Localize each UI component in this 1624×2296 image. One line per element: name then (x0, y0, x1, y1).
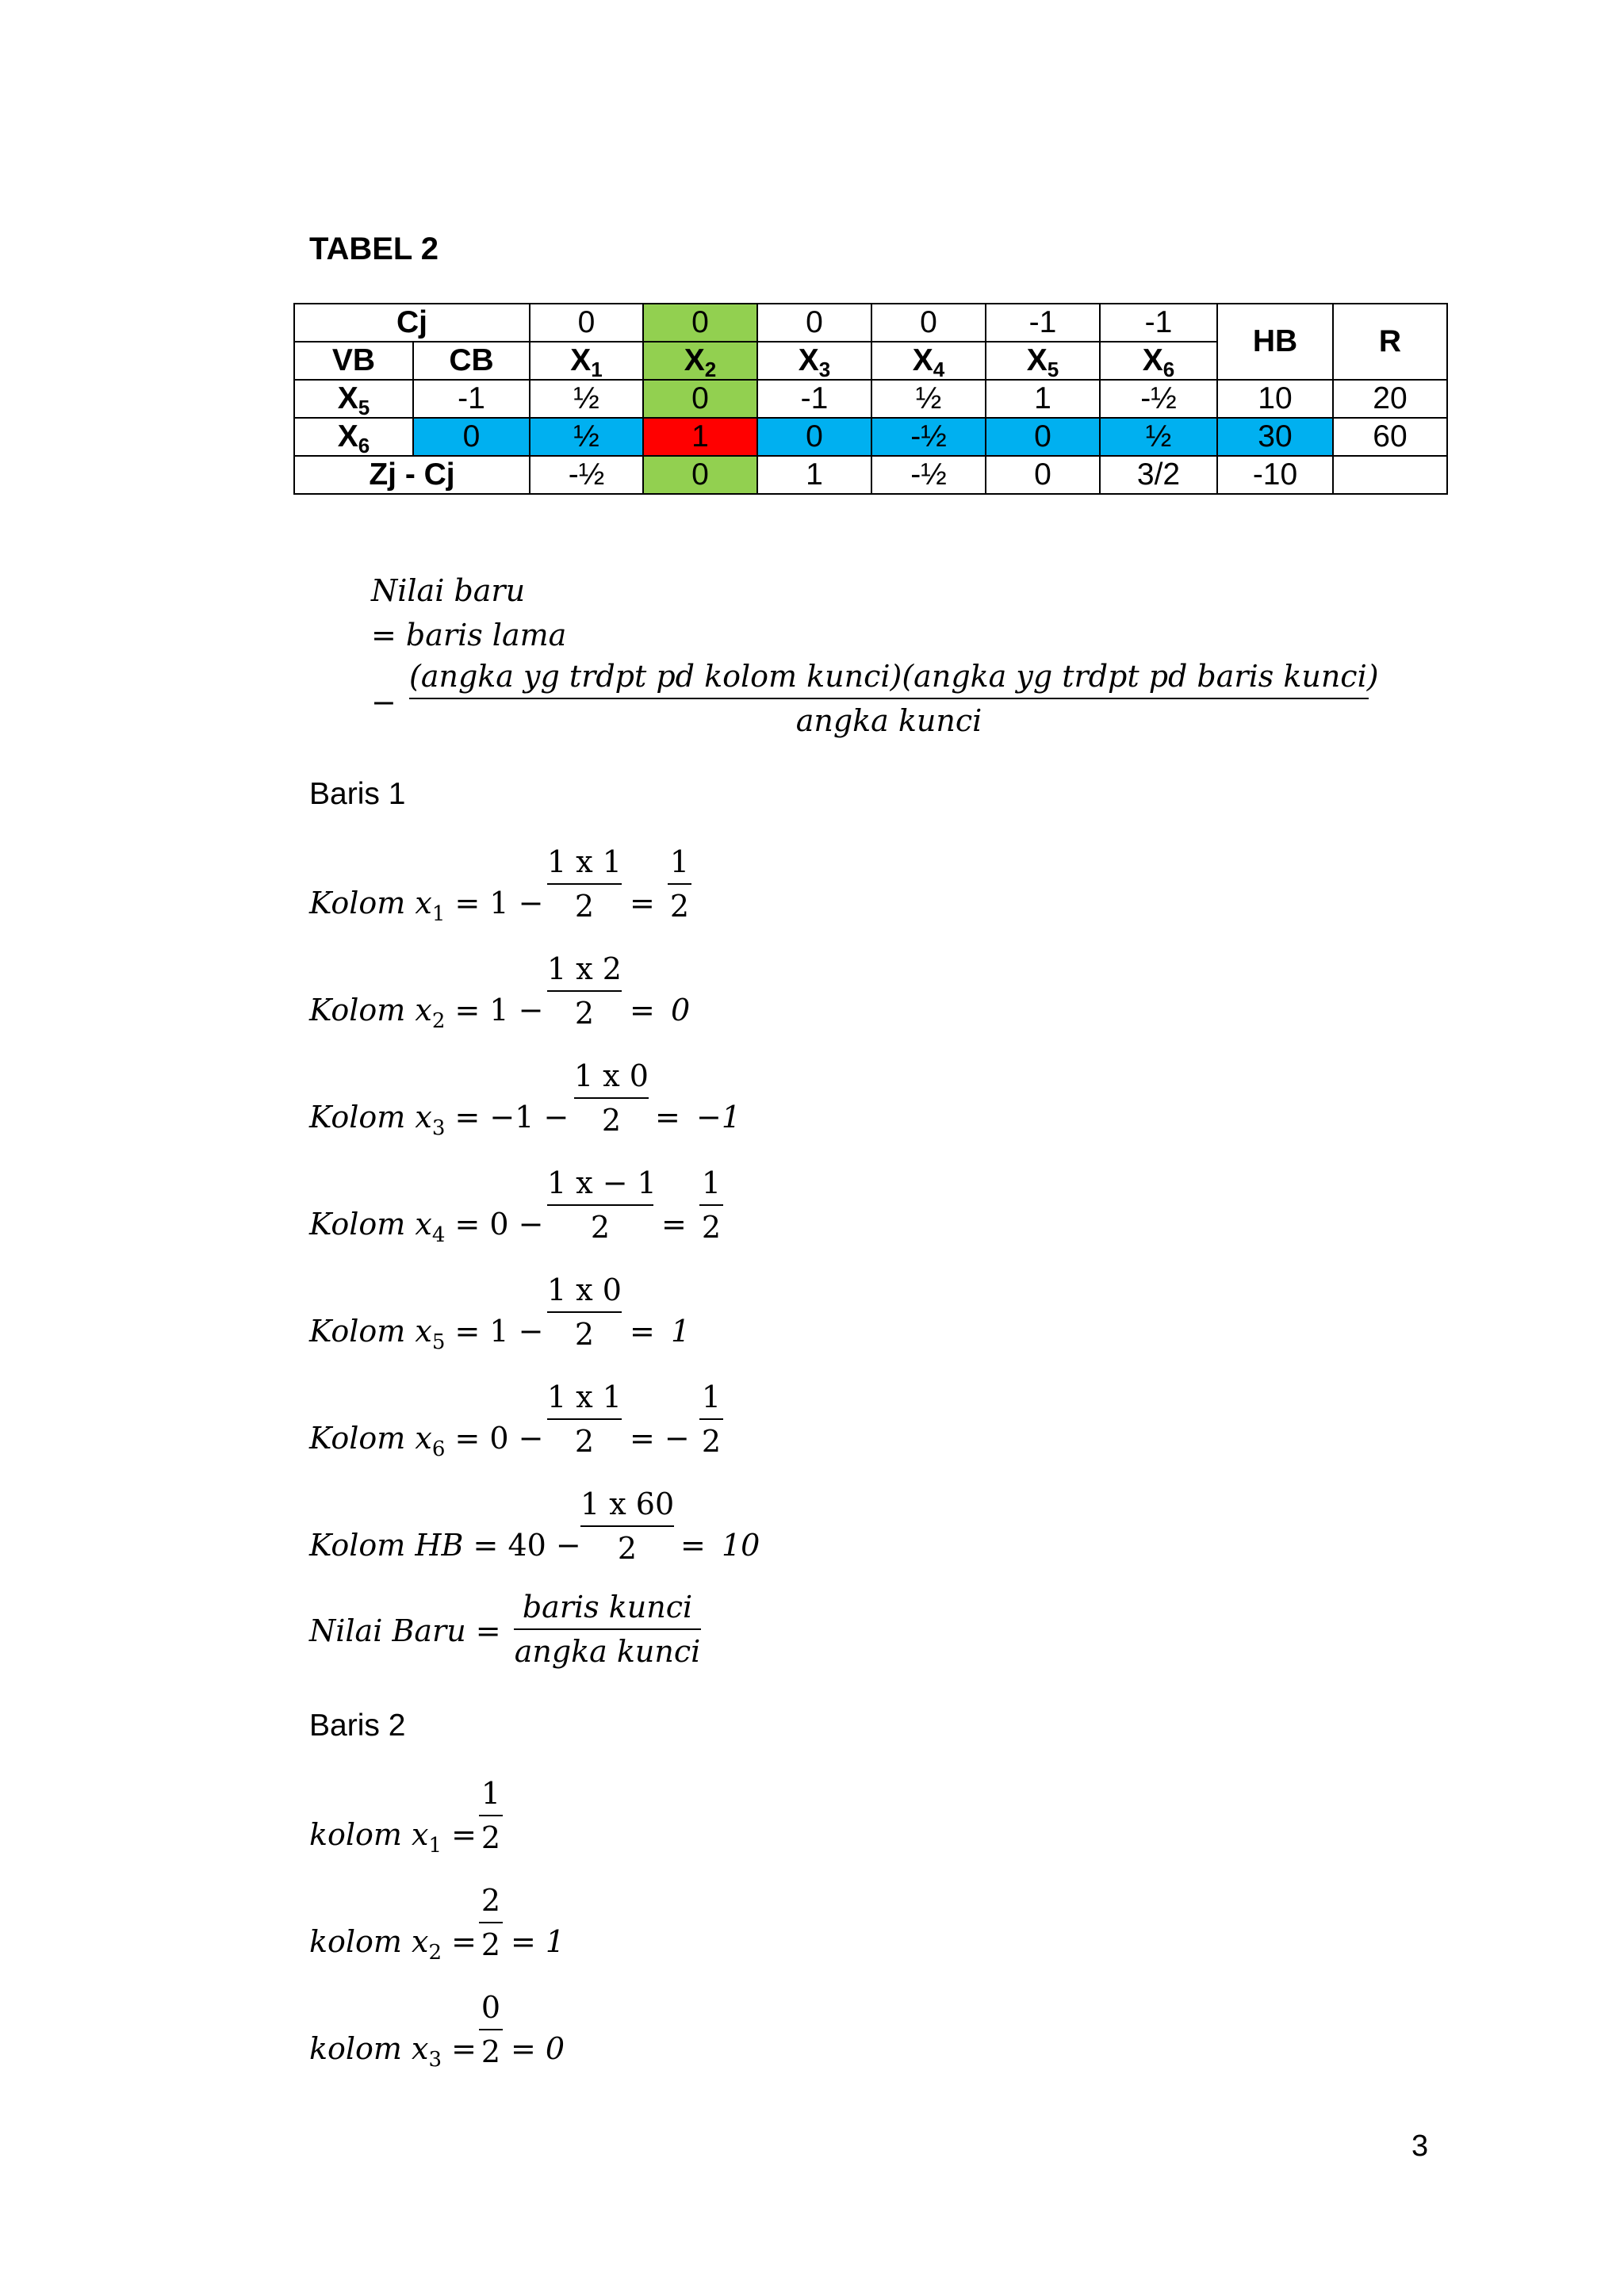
formula-denominator: angka kunci (795, 703, 982, 738)
zj-label: Zj - Cj (294, 456, 530, 494)
zj-r (1333, 456, 1447, 494)
formula-line1: Nilai baru (371, 573, 526, 608)
value-cell: -½ (871, 418, 986, 456)
zj-value: -½ (871, 456, 986, 494)
equation-lhs: Kolom $x_1 = 1$ − (309, 886, 544, 926)
fraction-bar (479, 1815, 503, 1816)
equation-fraction (547, 1165, 657, 1245)
cb-header: CB (413, 342, 530, 380)
equation-fraction (547, 951, 622, 1031)
fraction-bar (409, 698, 1369, 699)
key-element-cell: 1 (643, 418, 757, 456)
cb-cell: 0 (413, 418, 530, 456)
table-row (294, 418, 1447, 456)
x2-header: $X_2$ (643, 342, 757, 380)
r-header: R (1333, 304, 1447, 380)
fraction-bar (699, 1204, 723, 1206)
equation-fraction (574, 1058, 649, 1138)
fraction-bar (514, 1628, 701, 1630)
r-cell: 20 (1333, 380, 1447, 418)
x3-header: $X_3$ (757, 342, 871, 380)
value-cell: ½ (530, 380, 643, 418)
value-cell: ½ (1100, 418, 1217, 456)
equation-lhs: Kolom $x_5 = 1$ − (309, 1314, 544, 1354)
cj-value: 0 (643, 304, 757, 342)
formula-fraction (409, 659, 1379, 738)
value-cell: -½ (1100, 380, 1217, 418)
zj-value: 0 (643, 456, 757, 494)
fraction-numerator: 1 x 0 (574, 1058, 649, 1093)
value-cell: 0 (986, 418, 1100, 456)
equation-fraction (479, 1992, 503, 2067)
value-cell: -1 (757, 380, 871, 418)
equation-fraction (547, 1272, 622, 1352)
formula-numerator: (angka yg trdpt pd kolom kunci)(angka yg trdpt pd baris kunci) (409, 659, 1379, 694)
equation-lhs: kolom $x_3$ = (309, 2031, 477, 2072)
fraction-denominator: 2 (590, 1210, 611, 1245)
equation-fraction (479, 1885, 503, 1960)
fraction-bar (479, 1922, 503, 1923)
equals-sign: = (661, 1207, 687, 1242)
r-cell: 60 (1333, 418, 1447, 456)
equation-lhs: Kolom $x_4 = 0$ − (309, 1207, 544, 1247)
cj-value: -1 (986, 304, 1100, 342)
fraction-bar (547, 990, 622, 992)
equation-result: 0 (671, 993, 691, 1027)
fraction-numerator: 1 (701, 1380, 722, 1414)
hb-header: HB (1217, 304, 1333, 380)
fraction-bar (574, 1097, 649, 1099)
cj-row (294, 304, 1447, 342)
fraction-denominator: 2 (481, 1820, 501, 1855)
formula2-lhs: Nilai Baru = (309, 1613, 501, 1648)
value-cell: 1 (986, 380, 1100, 418)
simplex-table (293, 303, 1448, 495)
baris1-heading: Baris 1 (309, 777, 406, 811)
equation-lhs: Kolom $x_3 = -1$ − (309, 1100, 569, 1140)
table-title: TABEL 2 (309, 232, 439, 266)
equation-fraction (547, 844, 622, 924)
equation-lhs: kolom $x_2$ = (309, 1924, 477, 1965)
formula2-denominator: angka kunci (514, 1634, 701, 1669)
fraction-bar (479, 2029, 503, 2030)
value-cell: 0 (757, 418, 871, 456)
fraction-denominator: 2 (481, 1927, 501, 1962)
equation-lhs: Kolom HB = 40 − (309, 1528, 581, 1563)
equation-fraction (580, 1487, 675, 1566)
fraction-denominator: 2 (574, 1424, 595, 1459)
fraction-denominator: 2 (481, 2034, 501, 2069)
cj-value: 0 (530, 304, 643, 342)
result-fraction (699, 1380, 723, 1459)
fraction-denominator: 2 (701, 1424, 722, 1459)
x4-header: $X_4$ (871, 342, 986, 380)
formula2-numerator: baris kunci (522, 1590, 693, 1624)
formula-line2: = baris lama (371, 618, 567, 652)
fraction-numerator: 1 (669, 844, 690, 879)
vb-cell: $X_5$ (294, 380, 413, 418)
fraction-bar (547, 883, 622, 885)
hb-cell: 30 (1217, 418, 1333, 456)
equals-sign: = (630, 886, 655, 920)
equals-sign: = (630, 993, 655, 1027)
x1-header: $X_1$ (530, 342, 643, 380)
zj-value: 0 (986, 456, 1100, 494)
baris2-heading: Baris 2 (309, 1709, 406, 1743)
fraction-denominator: 2 (574, 996, 595, 1031)
vb-header: VB (294, 342, 413, 380)
fraction-numerator: 1 x 2 (547, 951, 622, 986)
x5-header: $X_5$ (986, 342, 1100, 380)
equation-lhs: Kolom $x_6 = 0$ − (309, 1421, 544, 1461)
cj-value: 0 (757, 304, 871, 342)
zj-value: -½ (530, 456, 643, 494)
equation-result: 10 (722, 1528, 760, 1563)
page-number: 3 (1411, 2130, 1429, 2163)
equation-fraction (547, 1380, 622, 1459)
zj-value: 1 (757, 456, 871, 494)
fraction-numerator: 1 x 1 (547, 844, 622, 879)
fraction-denominator: 2 (574, 889, 595, 924)
fraction-denominator: 2 (574, 1317, 595, 1352)
fraction-bar (580, 1525, 674, 1527)
equals-sign: = (655, 1100, 680, 1135)
value-cell: 0 (643, 380, 757, 418)
zj-value: 3/2 (1100, 456, 1217, 494)
equation-result: = 1 (511, 1924, 565, 1959)
result-fraction (668, 844, 691, 924)
cj-value: 0 (871, 304, 986, 342)
fraction-numerator: 1 x 1 (547, 1380, 622, 1414)
equals-sign: = − (630, 1421, 690, 1456)
fraction-bar (547, 1204, 653, 1206)
fraction-numerator: 1 (481, 1776, 501, 1811)
zj-hb: -10 (1217, 456, 1333, 494)
equation-lhs: Kolom $x_2 = 1$ − (309, 993, 544, 1033)
formula2-fraction (514, 1592, 701, 1667)
zj-row (294, 456, 1447, 494)
fraction-numerator: 2 (481, 1883, 501, 1918)
hb-cell: 10 (1217, 380, 1333, 418)
cj-value: -1 (1100, 304, 1217, 342)
equation-result: 1 (671, 1314, 691, 1349)
cj-label: Cj (294, 304, 530, 342)
table-row (294, 380, 1447, 418)
fraction-numerator: 1 x − 1 (547, 1165, 657, 1200)
x6-header: $X_6$ (1100, 342, 1217, 380)
equation-lhs: kolom $x_1$ = (309, 1817, 477, 1858)
fraction-denominator: 2 (701, 1210, 722, 1245)
fraction-bar (547, 1418, 622, 1420)
value-cell: ½ (530, 418, 643, 456)
fraction-numerator: 1 x 0 (547, 1272, 622, 1307)
equation-fraction (479, 1778, 503, 1853)
cb-cell: -1 (413, 380, 530, 418)
fraction-bar (699, 1418, 723, 1420)
fraction-bar (668, 883, 691, 885)
equals-sign: = (680, 1528, 706, 1563)
fraction-numerator: 1 x 60 (580, 1487, 675, 1521)
value-cell: ½ (871, 380, 986, 418)
formula-minus: − (371, 685, 396, 720)
fraction-bar (547, 1311, 622, 1313)
equation-result: −1 (696, 1100, 741, 1135)
vb-cell: $X_6$ (294, 418, 413, 456)
result-fraction (699, 1165, 723, 1245)
equation-result: = 0 (511, 2031, 565, 2066)
fraction-numerator: 1 (701, 1165, 722, 1200)
fraction-denominator: 2 (669, 889, 690, 924)
fraction-denominator: 2 (601, 1103, 622, 1138)
fraction-denominator: 2 (617, 1531, 638, 1566)
fraction-numerator: 0 (481, 1990, 501, 2025)
equals-sign: = (630, 1314, 655, 1349)
